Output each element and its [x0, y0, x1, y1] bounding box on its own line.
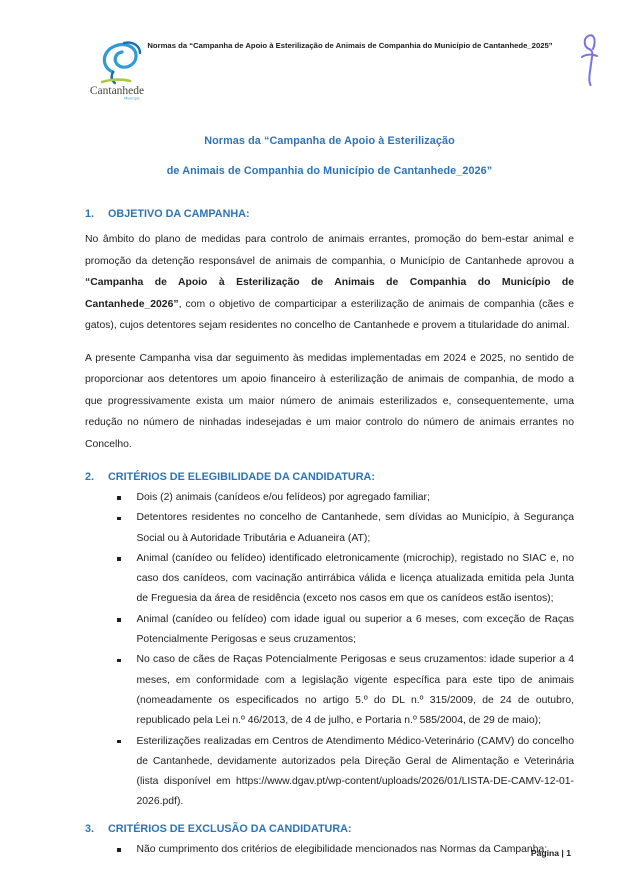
document-title — [85, 126, 574, 186]
square-bullet-icon — [117, 557, 121, 561]
paragraph-text: , com o objetivo de comparticipar a esterilização de animais de companhia (cães e gatos), cujos detentores sejam residentes no concelho de Cantanhede e provem a titularidade do animal. — [85, 298, 574, 331]
section-title: CRITÉRIOS DE EXCLUSÃO DA CANDIDATURA: — [108, 822, 352, 835]
square-bullet-icon — [117, 517, 121, 521]
section-number: 1. — [85, 208, 95, 220]
square-bullet-icon — [117, 496, 121, 500]
list-item — [85, 549, 574, 610]
list-item — [85, 610, 574, 651]
running-header-title: Normas da “Campanha de Apoio à Esterilização de Animais de Companhia do Município de Cantanhede_2025” — [147, 41, 553, 50]
handwritten-signature-mark — [572, 30, 606, 97]
cursive-f-icon — [572, 30, 606, 92]
logo-wordmark: Cantanhede — [89, 85, 145, 97]
list-item — [85, 732, 574, 813]
section-1-paragraph-1 — [85, 229, 574, 337]
eligibility-criteria-list — [85, 488, 574, 813]
document-body — [85, 126, 574, 860]
list-item-text: No caso de cães de Raças Potencialmente Perigosas e seus cruzamentos: idade superior a 4 meses, em conformidade com a legislação vigente específica para este tipo de animais (nomeadamente os especificados no artigo 5.º do DL n.º 315/2009, de 24 de outubro, republicado pela Lei n.º 46/2013, de 4 de julho, e Portaria n.º 585/2004, de 29 de maio); — [136, 654, 574, 727]
section-2-heading — [85, 470, 574, 484]
square-bullet-icon — [117, 740, 121, 744]
list-item — [85, 508, 574, 549]
campaign-name-bold: “Campanha de Apoio à Esterilização de Animais de Companhia do Município de Cantanhede_2026” — [85, 277, 574, 310]
section-title: CRITÉRIOS DE ELEGIBILIDADE DA CANDIDATURA: — [108, 471, 375, 483]
list-item-text: Dois (2) animais (canídeos e/ou felídeos) por agregado familiar; — [136, 492, 430, 503]
list-item-text: Animal (canídeo ou felídeo) identificado eletronicamente (microchip), registado no SIAC e, no caso dos canídeos, com vacinação antirrábica válida e licença atualizada emitida pela Junta de Freguesia da área de residência (exceto nos casos em que os canídeos estão isentos); — [136, 552, 574, 605]
list-item-text: Detentores residentes no concelho de Cantanhede, sem dívidas ao Município, à Segurança Social ou à Autoridade Tributária e Aduaneira (AT); — [136, 512, 574, 544]
exclusion-criteria-list — [85, 840, 574, 860]
square-bullet-icon — [117, 618, 121, 622]
section-3-heading — [85, 822, 574, 836]
list-item-text: Não cumprimento dos critérios de elegibilidade mencionados nas Normas da Campanha; — [136, 843, 548, 855]
section-1-paragraph-2: A presente Campanha visa dar seguimento às medidas implementadas em 2024 e 2025, no sentido de proporcionar aos detentores um apoio financeiro à esterilização de animais de companhia, de modo a que progressivamente exista um maior número de animais esterilizados e, consequentemente, uma redução no número de ninhadas indesejadas e um maior controlo do número de animais errantes no Concelho. — [85, 352, 574, 450]
section-title: OBJETIVO DA CAMPANHA: — [108, 208, 250, 220]
section-number: 2. — [85, 471, 95, 483]
list-item — [85, 650, 574, 731]
list-item-text: Animal (canídeo ou felídeo) com idade igual ou superior a 6 meses, com exceção de Raças Potencialmente Perigosas e seus cruzamentos; — [136, 613, 574, 646]
section-number: 3. — [85, 822, 95, 835]
square-bullet-icon — [117, 848, 121, 852]
title-line-2: de Animais de Companhia do Município de Cantanhede_2026” — [166, 165, 493, 177]
page-number: Página | 1 — [530, 848, 571, 858]
list-item — [85, 488, 574, 508]
list-item — [85, 840, 574, 860]
list-item-text: Esterilizações realizadas em Centros de Atendimento Médico-Veterinário (CAMV) do concelho de Cantanhede, devidamente autorizados pela Direção Geral de Alimentação e Veterinária (lista disponível em https://www.dgav.pt/wp-content/uploads/2026/01/LISTA-DE-CAMV-12-01-2026.pdf). — [136, 735, 574, 808]
title-line-1: Normas da “Campanha de Apoio à Esterilização — [204, 135, 455, 147]
paragraph-text: No âmbito do plano de medidas para controlo de animais errantes, promoção do bem-estar animal e promoção da detenção responsável de animais de companhia, o Município de Cantanhede aprovou a — [85, 234, 574, 267]
square-bullet-icon — [117, 659, 121, 663]
logo-subtitle: Município — [124, 96, 140, 101]
section-1-heading — [85, 207, 574, 221]
